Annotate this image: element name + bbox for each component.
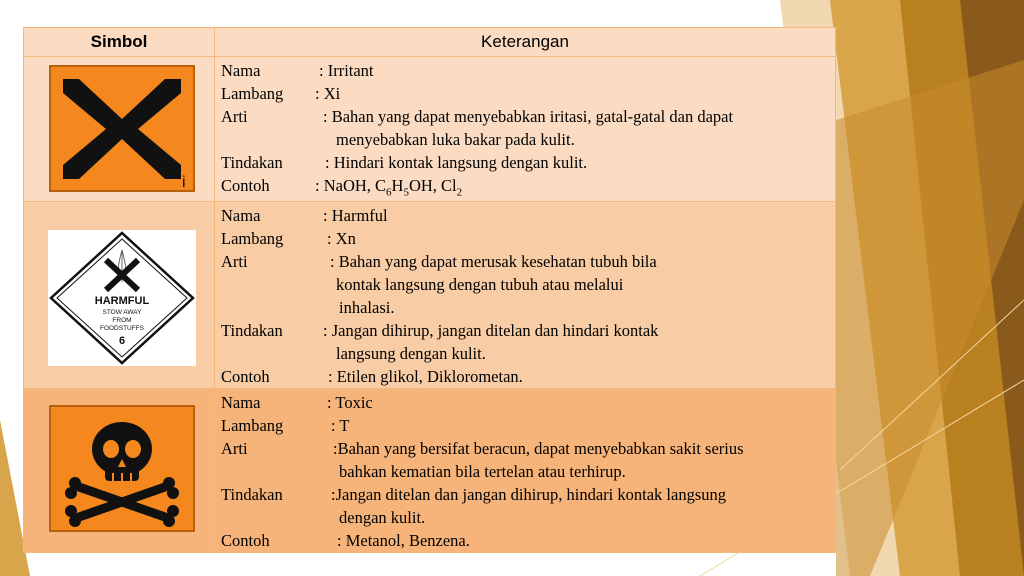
label-name: Nama — [221, 206, 261, 225]
irritant-cross-icon — [49, 65, 195, 192]
label-example: Contoh — [221, 367, 270, 386]
description-cell — [215, 389, 836, 553]
symbol-cell — [24, 202, 215, 389]
value-name: : Irritant — [319, 61, 374, 80]
value-meaning-cont: menyebabkan luka bakar pada kulit. — [336, 130, 575, 149]
hazard-symbol-table — [23, 27, 836, 553]
value-meaning-cont: kontak langsung dengan tubuh atau melalui — [336, 275, 624, 294]
value-example: : NaOH, $C_6H_5OH$, $Cl_2$ — [315, 176, 463, 199]
harmful-diamond-icon — [48, 230, 196, 366]
header-row — [24, 28, 836, 57]
table-row — [24, 389, 836, 553]
value-meaning: :Bahan yang bersifat beracun, dapat menyebabkan sakit serius — [333, 439, 744, 458]
value-action-cont: dengan kulit. — [339, 508, 426, 527]
table-row — [24, 57, 836, 202]
label-name: Nama — [221, 393, 261, 412]
value-name: : Harmful — [323, 206, 388, 225]
value-meaning-cont: bahkan kematian bila tertelan atau terhirup. — [339, 462, 626, 481]
irritant-letter: i — [182, 174, 186, 191]
value-name: : Toxic — [327, 393, 373, 412]
label-code: Lambang — [221, 229, 284, 248]
value-action-cont: langsung dengan kulit. — [336, 344, 486, 363]
description-cell — [215, 57, 836, 202]
value-code: : Xn — [327, 229, 356, 248]
value-action: : Jangan dihirup, jangan ditelan dan hindari kontak — [323, 321, 659, 340]
label-code: Lambang — [221, 84, 284, 103]
harmful-sign-number: 6 — [118, 335, 126, 347]
label-example: Contoh — [221, 531, 270, 550]
value-meaning: : Bahan yang dapat menyebabkan iritasi, gatal-gatal dan dapat — [323, 107, 734, 126]
harmful-sign-title: HARMFUL — [94, 295, 150, 307]
value-code: : Xi — [315, 84, 341, 103]
header-description: Keterangan — [215, 28, 836, 57]
header-symbol: Simbol — [24, 28, 215, 57]
label-action: Tindakan — [221, 153, 283, 172]
label-action: Tindakan — [221, 321, 283, 340]
table-row — [24, 202, 836, 389]
harmful-sign-line2: STOW AWAY — [102, 309, 142, 316]
description-cell — [215, 202, 836, 389]
label-meaning: Arti — [221, 439, 248, 458]
value-meaning: : Bahan yang dapat merusak kesehatan tubuh bila — [330, 252, 657, 271]
symbol-cell — [24, 57, 215, 202]
label-name: Nama — [221, 61, 261, 80]
harmful-sign-line3: FROM — [112, 317, 132, 324]
skull-crossbones-icon — [49, 405, 195, 532]
value-code: : T — [331, 416, 350, 435]
value-action: : Hindari kontak langsung dengan kulit. — [325, 153, 588, 172]
label-code: Lambang — [221, 416, 284, 435]
label-meaning: Arti — [221, 107, 248, 126]
label-example: Contoh — [221, 176, 270, 195]
value-example: : Etilen glikol, Diklorometan. — [328, 367, 523, 386]
value-example: : Metanol, Benzena. — [337, 531, 470, 550]
value-action: :Jangan ditelan dan jangan dihirup, hindari kontak langsung — [331, 485, 726, 504]
symbol-cell — [24, 389, 215, 553]
value-meaning-cont: inhalasi. — [339, 298, 395, 317]
label-action: Tindakan — [221, 485, 283, 504]
harmful-sign-line4: FOODSTUFFS — [99, 325, 145, 332]
label-meaning: Arti — [221, 252, 248, 271]
